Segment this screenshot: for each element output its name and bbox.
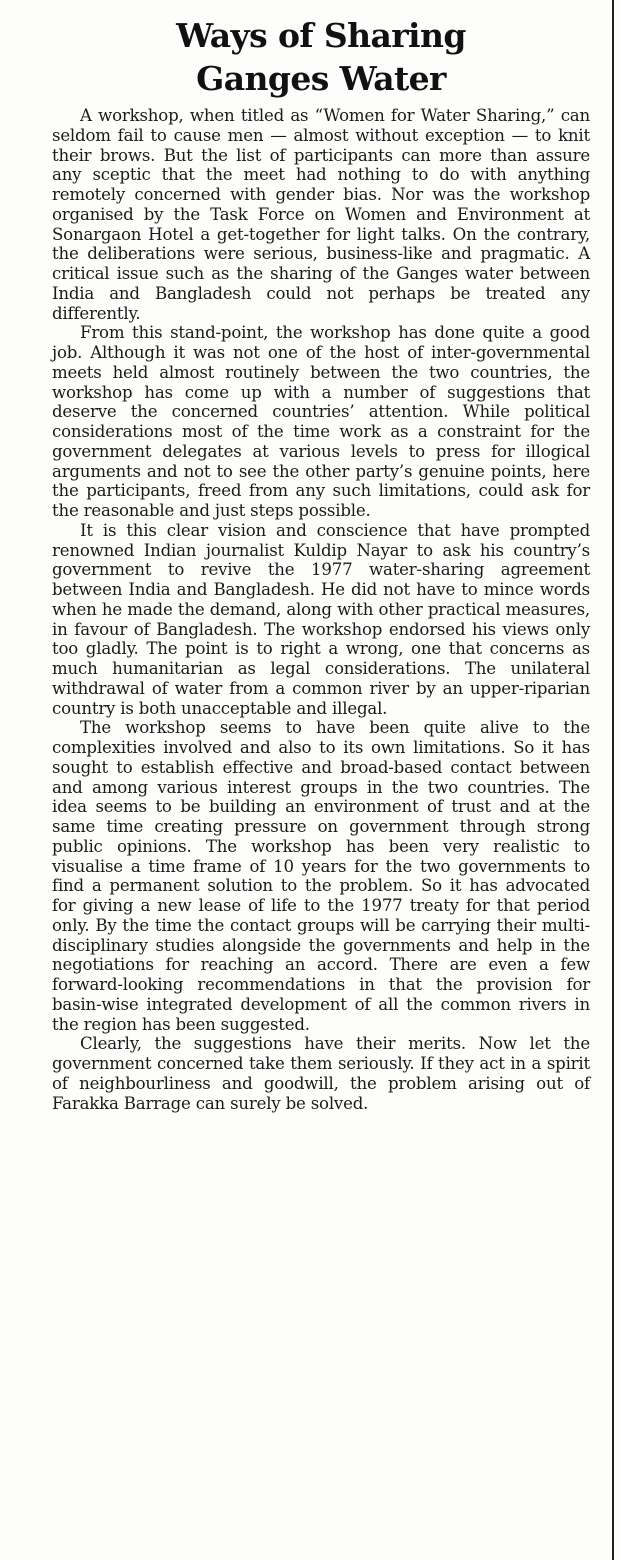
article-body [52,106,590,1113]
column-rule [612,0,614,1560]
article-column [52,14,590,1113]
paragraph-3: It is this clear vision and conscience that have prompted renowned Indian journalist Kuldip Nayar to ask his country’s government to revive the 1977 water-sharing agreement between India and Bangladesh. He did not have to mince words when he made the demand, along with other practical measures, in favour of Bangladesh. The workshop endorsed his views only too gladly. The point is to right a wrong, one that concerns as much humanitarian as legal considerations. The unilateral withdrawal of water from a common river by an upper-riparian country is both unacceptable and illegal. [52,520,590,718]
headline [52,14,590,100]
headline-line-1: Ways of Sharing [176,16,466,55]
paragraph-4: The workshop seems to have been quite alive to the complexities involved and also to its own limitations. So it has sought to establish effective and broad-based contact between and among various interest groups in the two countries. The idea seems to be building an environment of trust and at the same time creating pressure on government through strong public opinions. The workshop has been very realistic to visualise a time frame of 10 years for the two governments to find a permanent solution to the problem. So it has advocated for giving a new lease of life to the 1977 treaty for that period only. By the time the contact groups will be carrying their multi-disciplinary studies alongside the governments and help in the negotiations for reaching an accord. There are even a few forward-looking recommendations in that the provision for basin-wise integrated development of all the common rivers in the region has been suggested. [52,718,590,1034]
headline-line-2: Ganges Water [196,59,446,98]
paragraph-2: From this stand-point, the workshop has done quite a good job. Although it was not one of the host of inter-governmental meets held almost routinely between the two countries, the workshop has come up with a number of suggestions that deserve the concerned countries’ attention. While political considerations most of the time work as a constraint for the government delegates at various levels to press for illogical arguments and not to see the other party’s genuine points, here the participants, freed from any such limitations, could ask for the reasonable and just steps possible. [52,323,590,520]
paragraph-5: Clearly, the suggestions have their merits. Now let the government concerned take them seriously. If they act in a spirit of neighbourliness and goodwill, the problem arising out of Farakka Barrage can surely be solved. [52,1034,590,1113]
paragraph-1: A workshop, when titled as “Women for Water Sharing,” can seldom fail to cause men — almost without exception — to knit their brows. But the list of participants can more than assure any sceptic that the meet had nothing to do with anything remotely concerned with gender bias. Nor was the workshop organised by the Task Force on Women and Environment at Sonargaon Hotel a get-together for light talks. On the contrary, the deliberations were serious, business-like and pragmatic. A critical issue such as the sharing of the Ganges water between India and Bangladesh could not perhaps be treated any differently. [52,106,590,323]
